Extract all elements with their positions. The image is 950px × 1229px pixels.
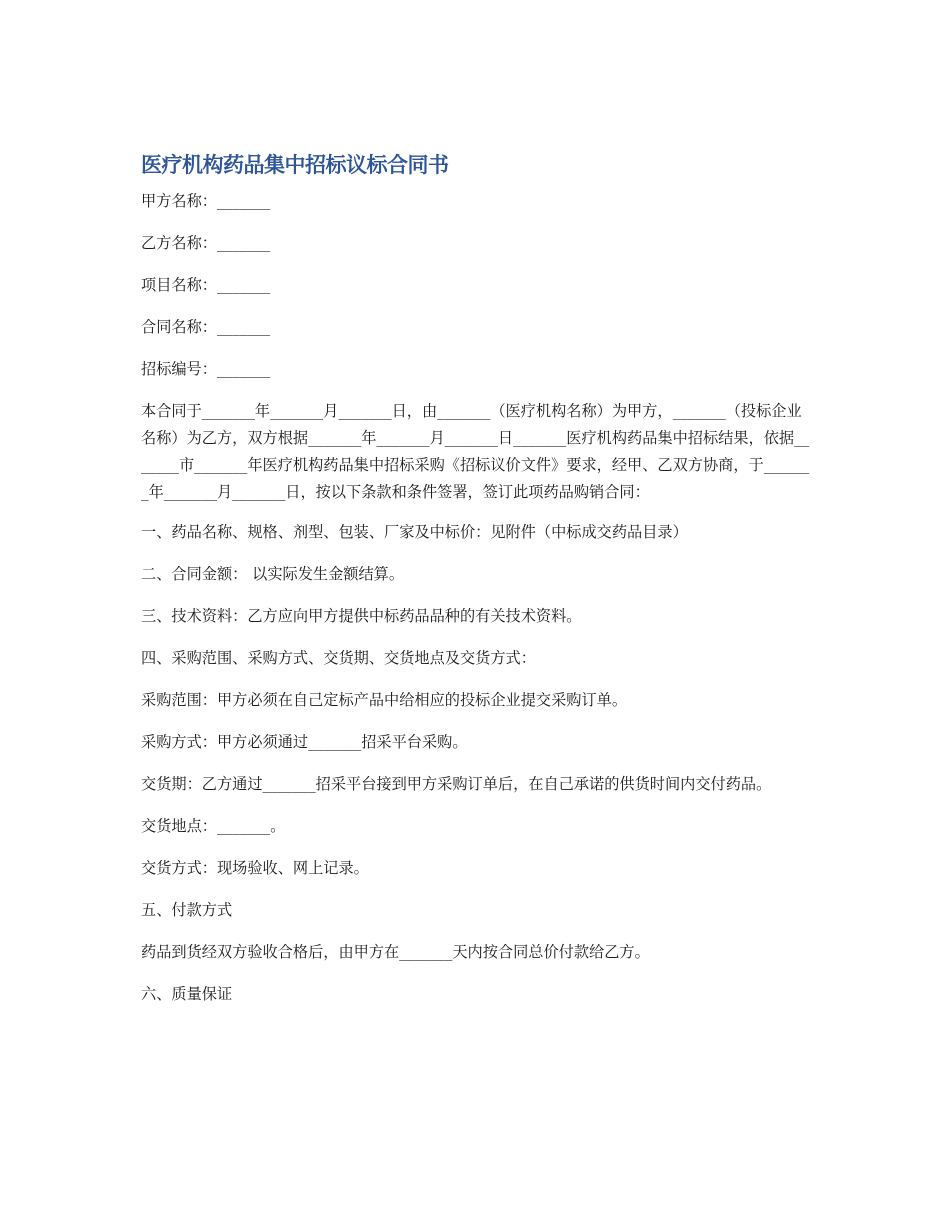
payment-terms: 药品到货经双方验收合格后，由甲方在_______天内按合同总价付款给乙方。 (141, 943, 650, 961)
section-drug-info: 一、药品名称、规格、剂型、包装、厂家及中标价：见附件（中标成交药品目录） (141, 523, 688, 541)
field-contract-name: 合同名称：_______ (141, 318, 271, 336)
field-party-a: 甲方名称：_______ (141, 192, 271, 210)
intro-paragraph: 本合同于_______年_______月_______日，由_______（医疗机构名称）为甲方，_______（投标企业名称）为乙方，双方根据_______年_______月_______日_______医疗机构药品集中招标结果，依据_______市_______年医疗机构药品集中招标采购《招标议价文件》要求，经甲、乙双方协商，于_______年_______月_______日，按以下条款和条件签署，签订此项药品购销合同： (141, 402, 810, 501)
section-technical-data: 三、技术资料：乙方应向甲方提供中标药品品种的有关技术资料。 (141, 607, 582, 625)
delivery-location: 交货地点：_______。 (141, 817, 286, 835)
procurement-scope: 采购范围：甲方必须在自己定标产品中给相应的投标企业提交采购订单。 (141, 691, 627, 709)
field-party-b: 乙方名称：_______ (141, 234, 271, 252)
field-bid-number: 招标编号：_______ (141, 360, 271, 378)
document-title: 医疗机构药品集中招标议标合同书 (141, 153, 449, 177)
section-quality-heading: 六、质量保证 (141, 985, 233, 1003)
delivery-method: 交货方式：现场验收、网上记录。 (141, 859, 369, 877)
section-payment-heading: 五、付款方式 (141, 901, 233, 919)
field-project-name: 项目名称：_______ (141, 276, 271, 294)
delivery-period: 交货期：乙方通过_______招采平台接到甲方采购订单后，在自己承诺的供货时间内交付药品。 (141, 775, 772, 793)
document-body (141, 148, 813, 1023)
section-procurement-heading: 四、采购范围、采购方式、交货期、交货地点及交货方式： (141, 649, 536, 667)
section-contract-amount: 二、合同金额： 以实际发生金额结算。 (141, 565, 405, 583)
procurement-method: 采购方式：甲方必须通过_______招采平台采购。 (141, 733, 468, 751)
